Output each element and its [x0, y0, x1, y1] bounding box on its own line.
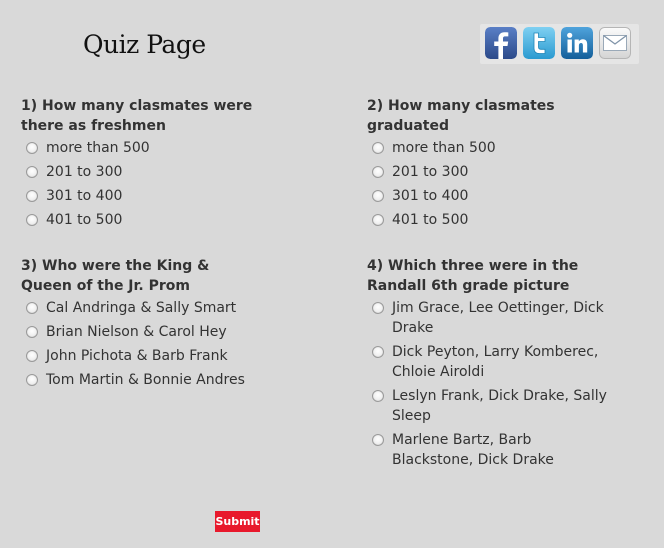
radio-button[interactable]	[26, 166, 38, 178]
radio-button[interactable]	[26, 302, 38, 314]
answer-option[interactable]	[367, 210, 607, 230]
question-3	[21, 256, 261, 394]
question-text: 1) How many clasmates were there as freshmen	[21, 98, 253, 134]
radio-button[interactable]	[372, 302, 384, 314]
twitter-icon[interactable]	[523, 27, 555, 59]
answer-option[interactable]	[367, 298, 607, 338]
radio-button[interactable]	[26, 326, 38, 338]
answer-option[interactable]	[21, 370, 261, 390]
answer-option[interactable]	[367, 162, 607, 182]
radio-button[interactable]	[372, 214, 384, 226]
question-1	[21, 96, 261, 234]
question-text: 4) Which three were in the Randall 6th grade picture	[367, 258, 579, 294]
radio-button[interactable]	[372, 434, 384, 446]
radio-button[interactable]	[372, 166, 384, 178]
linkedin-icon[interactable]	[561, 27, 593, 59]
option-label: more than 500	[392, 140, 496, 156]
option-label: Jim Grace, Lee Oettinger, Dick Drake	[392, 300, 604, 336]
page-title: Quiz Page	[83, 30, 206, 59]
answer-option[interactable]	[21, 298, 261, 318]
email-icon[interactable]	[599, 27, 631, 59]
options-list	[21, 298, 261, 390]
option-label: 201 to 300	[46, 164, 123, 180]
answer-option[interactable]	[21, 322, 261, 342]
answer-option[interactable]	[367, 342, 607, 382]
options-list	[367, 298, 607, 470]
option-label: 301 to 400	[392, 188, 469, 204]
options-list	[367, 138, 607, 230]
radio-button[interactable]	[372, 346, 384, 358]
answer-option[interactable]	[21, 186, 261, 206]
radio-button[interactable]	[26, 374, 38, 386]
radio-button[interactable]	[26, 350, 38, 362]
answer-option[interactable]	[367, 138, 607, 158]
radio-button[interactable]	[26, 190, 38, 202]
facebook-icon[interactable]	[485, 27, 517, 59]
answer-option[interactable]	[367, 386, 607, 426]
radio-button[interactable]	[26, 142, 38, 154]
answer-option[interactable]	[21, 210, 261, 230]
option-label: Brian Nielson & Carol Hey	[46, 324, 227, 340]
options-list	[21, 138, 261, 230]
question-text: 2) How many clasmates graduated	[367, 98, 555, 134]
option-label: Tom Martin & Bonnie Andres	[46, 372, 245, 388]
answer-option[interactable]	[21, 346, 261, 366]
social-share-bar	[480, 24, 639, 64]
submit-button[interactable]: Submit	[215, 511, 260, 532]
question-4	[367, 256, 607, 474]
option-label: 401 to 500	[392, 212, 469, 228]
option-label: more than 500	[46, 140, 150, 156]
radio-button[interactable]	[372, 142, 384, 154]
question-2	[367, 96, 607, 234]
radio-button[interactable]	[26, 214, 38, 226]
question-text: 3) Who were the King & Queen of the Jr. Prom	[21, 258, 210, 294]
option-label: Cal Andringa & Sally Smart	[46, 300, 237, 316]
radio-button[interactable]	[372, 190, 384, 202]
option-label: 201 to 300	[392, 164, 469, 180]
answer-option[interactable]	[367, 186, 607, 206]
answer-option[interactable]	[21, 138, 261, 158]
answer-option[interactable]	[367, 430, 607, 470]
answer-option[interactable]	[21, 162, 261, 182]
option-label: 301 to 400	[46, 188, 123, 204]
option-label: Marlene Bartz, Barb Blackstone, Dick Drake	[392, 432, 554, 468]
option-label: 401 to 500	[46, 212, 123, 228]
radio-button[interactable]	[372, 390, 384, 402]
option-label: Dick Peyton, Larry Komberec, Chloie Airoldi	[392, 344, 599, 380]
option-label: John Pichota & Barb Frank	[46, 348, 228, 364]
option-label: Leslyn Frank, Dick Drake, Sally Sleep	[392, 388, 607, 424]
